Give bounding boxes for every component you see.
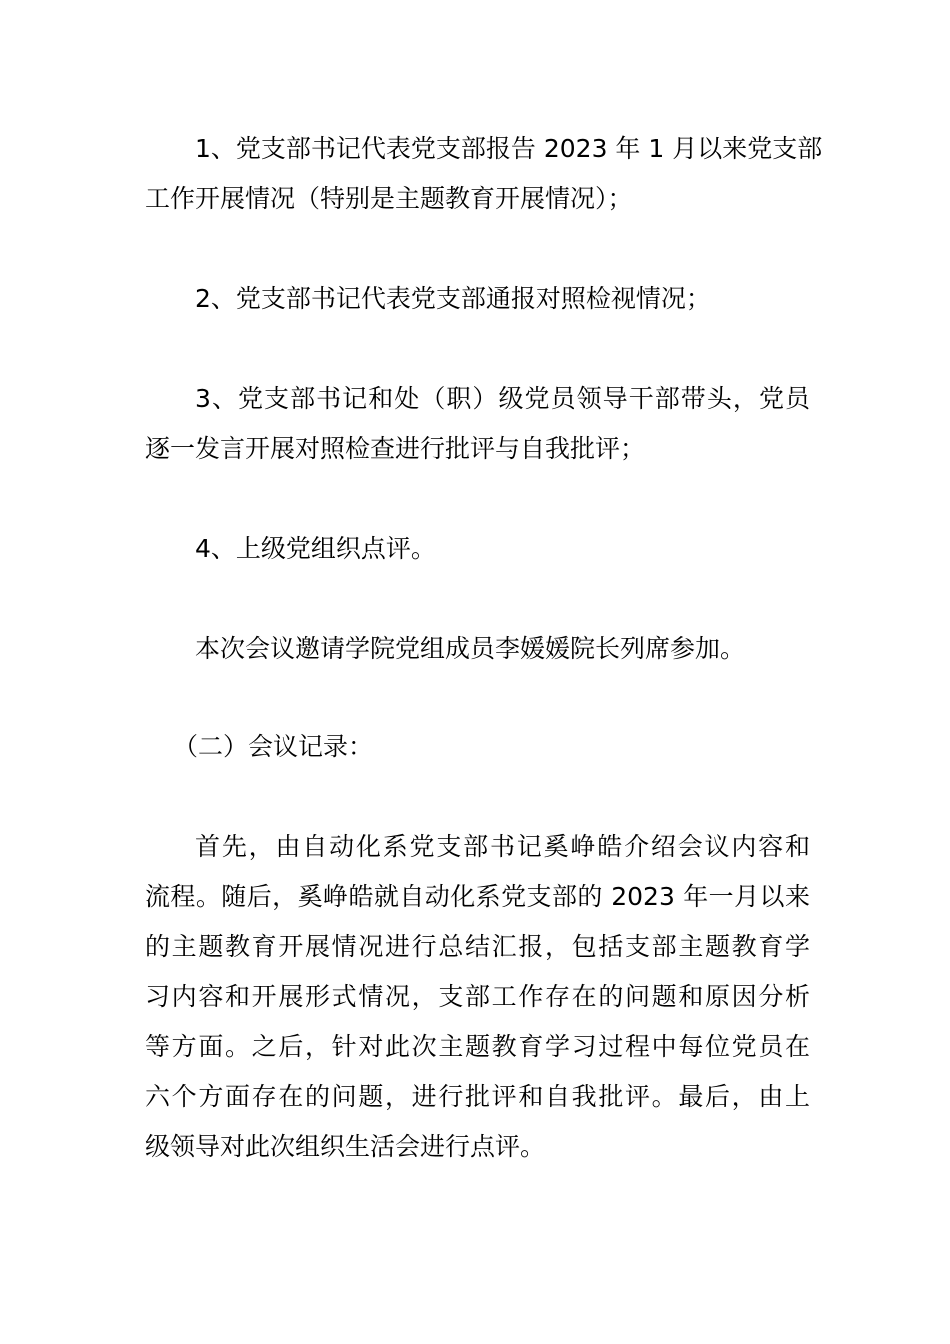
text-line: 的主题教育开展情况进行总结汇报，包括支部主题教育学 xyxy=(145,932,810,961)
section-heading-text: （二）会议记录： xyxy=(173,732,374,761)
paragraph-item-1 xyxy=(145,124,823,224)
text-line: 首先，由自动化系党支部书记奚峥皓介绍会议内容和 xyxy=(195,832,810,861)
paragraph-invitation xyxy=(145,624,810,674)
text-line: 2、党支部书记代表党支部通报对照检视情况； xyxy=(195,284,711,313)
text-line: 1、党支部书记代表党支部报告 2023 年 1 月以来党支部 xyxy=(195,134,823,163)
paragraph-item-2 xyxy=(145,274,810,324)
text-line: 4、上级党组织点评。 xyxy=(195,534,436,563)
paragraph-item-4 xyxy=(145,524,810,574)
text-line: 逐一发言开展对照检查进行批评与自我批评； xyxy=(145,434,646,463)
text-line: 六个方面存在的问题，进行批评和自我批评。最后，由上 xyxy=(145,1082,810,1111)
text-line: 习内容和开展形式情况，支部工作存在的问题和原因分析 xyxy=(145,982,810,1011)
text-line: 工作开展情况（特别是主题教育开展情况）； xyxy=(145,184,633,213)
text-line: 流程。随后，奚峥皓就自动化系党支部的 2023 年一月以来 xyxy=(145,882,810,911)
text-line: 等方面。之后，针对此次主题教育学习过程中每位党员在 xyxy=(145,1032,810,1061)
text-line: 级领导对此次组织生活会进行点评。 xyxy=(145,1132,546,1161)
text-line: 3、党支部书记和处（职）级党员领导干部带头，党员 xyxy=(195,384,810,413)
paragraph-item-3 xyxy=(145,374,810,474)
section-heading-minutes xyxy=(145,722,810,772)
paragraph-minutes xyxy=(145,822,810,1172)
text-line: 本次会议邀请学院党组成员李媛媛院长列席参加。 xyxy=(195,634,746,663)
